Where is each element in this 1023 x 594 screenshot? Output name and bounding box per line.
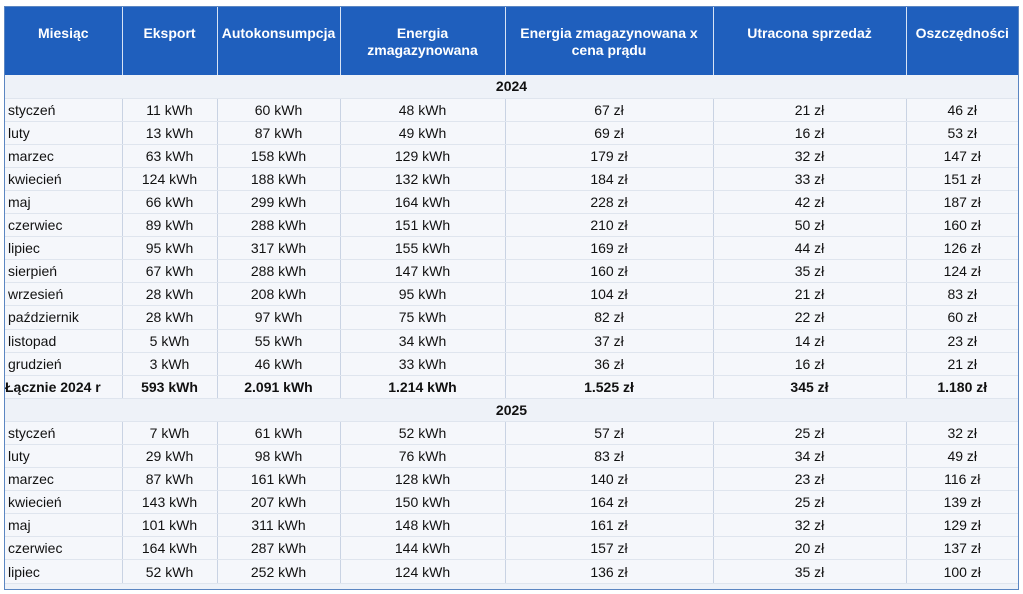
stored-energy-cell: 34 kWh [340, 329, 505, 352]
self-consumption-cell: 46 kWh [217, 352, 340, 375]
month-cell: marzec [5, 144, 122, 167]
stored-energy-value-cell: 82 zł [505, 306, 713, 329]
stored-energy-cell: 76 kWh [340, 445, 505, 468]
export-cell: 3 kWh [122, 352, 217, 375]
savings-cell: 126 zł [906, 237, 1018, 260]
self-consumption-cell: 188 kWh [217, 167, 340, 190]
stored-energy-value-cell: 157 zł [505, 537, 713, 560]
table-row [5, 560, 1018, 583]
total-export-cell: 593 kWh [122, 375, 217, 398]
stored-energy-cell: 164 kWh [340, 190, 505, 213]
lost-sales-cell: 20 zł [713, 537, 906, 560]
table-row [5, 445, 1018, 468]
stored-energy-value-cell: 57 zł [505, 421, 713, 444]
lost-sales-cell: 16 zł [713, 121, 906, 144]
self-consumption-cell: 252 kWh [217, 560, 340, 583]
month-cell: czerwiec [5, 537, 122, 560]
export-cell: 52 kWh [122, 560, 217, 583]
self-consumption-cell: 311 kWh [217, 514, 340, 537]
self-consumption-cell: 60 kWh [217, 98, 340, 121]
month-cell: lipiec [5, 560, 122, 583]
lost-sales-cell: 21 zł [713, 98, 906, 121]
month-cell: kwiecień [5, 491, 122, 514]
month-cell: październik [5, 306, 122, 329]
total-row [5, 375, 1018, 398]
stored-energy-value-cell: 179 zł [505, 144, 713, 167]
month-cell: styczeń [5, 421, 122, 444]
table-row [5, 98, 1018, 121]
month-cell: luty [5, 445, 122, 468]
month-cell: sierpień [5, 260, 122, 283]
stored-energy-cell: 52 kWh [340, 421, 505, 444]
stored-energy-cell: 155 kWh [340, 237, 505, 260]
savings-cell: 46 zł [906, 98, 1018, 121]
savings-cell: 60 zł [906, 306, 1018, 329]
self-consumption-cell: 288 kWh [217, 260, 340, 283]
stored-energy-cell: 128 kWh [340, 468, 505, 491]
savings-cell: 83 zł [906, 283, 1018, 306]
export-cell: 63 kWh [122, 144, 217, 167]
self-consumption-cell: 97 kWh [217, 306, 340, 329]
savings-cell: 32 zł [906, 421, 1018, 444]
stored-energy-value-cell: 184 zł [505, 167, 713, 190]
total-savings-cell: 1.180 zł [906, 375, 1018, 398]
table-row [5, 421, 1018, 444]
energy-table-container [4, 6, 1019, 590]
total-stored-energy-cell: 1.214 kWh [340, 375, 505, 398]
lost-sales-cell: 35 zł [713, 560, 906, 583]
stored-energy-cell: 49 kWh [340, 121, 505, 144]
export-cell: 101 kWh [122, 514, 217, 537]
table-row [5, 121, 1018, 144]
total-self-consumption-cell: 2.091 kWh [217, 375, 340, 398]
stored-energy-cell: 150 kWh [340, 491, 505, 514]
table-row [5, 491, 1018, 514]
stored-energy-value-cell: 36 zł [505, 352, 713, 375]
export-cell: 67 kWh [122, 260, 217, 283]
export-cell: 66 kWh [122, 190, 217, 213]
stored-energy-value-cell: 136 zł [505, 560, 713, 583]
export-cell: 87 kWh [122, 468, 217, 491]
year-label: 2024 [5, 75, 1018, 98]
header-row [5, 7, 1018, 75]
export-cell: 28 kWh [122, 306, 217, 329]
savings-cell: 116 zł [906, 468, 1018, 491]
stored-energy-cell: 75 kWh [340, 306, 505, 329]
export-cell: 7 kWh [122, 421, 217, 444]
savings-cell: 49 zł [906, 445, 1018, 468]
header-export: Eksport [122, 7, 217, 75]
self-consumption-cell: 287 kWh [217, 537, 340, 560]
self-consumption-cell: 55 kWh [217, 329, 340, 352]
stored-energy-cell: 144 kWh [340, 537, 505, 560]
lost-sales-cell: 32 zł [713, 144, 906, 167]
table-row [5, 260, 1018, 283]
header-lost-sales: Utracona sprzedaż [713, 7, 906, 75]
month-cell: lipiec [5, 237, 122, 260]
stored-energy-value-cell: 160 zł [505, 260, 713, 283]
export-cell: 124 kWh [122, 167, 217, 190]
total-stored-energy-value-cell: 1.525 zł [505, 375, 713, 398]
stored-energy-value-cell: 164 zł [505, 491, 713, 514]
energy-table [5, 7, 1018, 584]
savings-cell: 147 zł [906, 144, 1018, 167]
self-consumption-cell: 317 kWh [217, 237, 340, 260]
stored-energy-cell: 148 kWh [340, 514, 505, 537]
stored-energy-cell: 132 kWh [340, 167, 505, 190]
header-self-consumption: Autokonsumpcja [217, 7, 340, 75]
table-row [5, 514, 1018, 537]
header-stored-energy: Energia zmagazynowana [340, 7, 505, 75]
export-cell: 5 kWh [122, 329, 217, 352]
lost-sales-cell: 42 zł [713, 190, 906, 213]
stored-energy-value-cell: 140 zł [505, 468, 713, 491]
month-cell: kwiecień [5, 167, 122, 190]
stored-energy-cell: 124 kWh [340, 560, 505, 583]
table-row [5, 306, 1018, 329]
year-row [5, 398, 1018, 421]
savings-cell: 129 zł [906, 514, 1018, 537]
lost-sales-cell: 25 zł [713, 491, 906, 514]
lost-sales-cell: 50 zł [713, 214, 906, 237]
header-savings: Oszczędności [906, 7, 1018, 75]
self-consumption-cell: 208 kWh [217, 283, 340, 306]
month-cell: maj [5, 190, 122, 213]
stored-energy-value-cell: 83 zł [505, 445, 713, 468]
savings-cell: 151 zł [906, 167, 1018, 190]
lost-sales-cell: 22 zł [713, 306, 906, 329]
export-cell: 143 kWh [122, 491, 217, 514]
table-row [5, 352, 1018, 375]
self-consumption-cell: 161 kWh [217, 468, 340, 491]
lost-sales-cell: 44 zł [713, 237, 906, 260]
stored-energy-value-cell: 161 zł [505, 514, 713, 537]
stored-energy-value-cell: 228 zł [505, 190, 713, 213]
lost-sales-cell: 33 zł [713, 167, 906, 190]
export-cell: 164 kWh [122, 537, 217, 560]
stored-energy-value-cell: 37 zł [505, 329, 713, 352]
total-month-cell: Łącznie 2024 r [5, 375, 122, 398]
self-consumption-cell: 207 kWh [217, 491, 340, 514]
savings-cell: 100 zł [906, 560, 1018, 583]
table-row [5, 283, 1018, 306]
month-cell: listopad [5, 329, 122, 352]
stored-energy-value-cell: 169 zł [505, 237, 713, 260]
table-row [5, 468, 1018, 491]
export-cell: 13 kWh [122, 121, 217, 144]
self-consumption-cell: 158 kWh [217, 144, 340, 167]
year-row [5, 75, 1018, 98]
header-month: Miesiąc [5, 7, 122, 75]
self-consumption-cell: 98 kWh [217, 445, 340, 468]
table-row [5, 144, 1018, 167]
savings-cell: 187 zł [906, 190, 1018, 213]
lost-sales-cell: 14 zł [713, 329, 906, 352]
table-row [5, 190, 1018, 213]
stored-energy-cell: 129 kWh [340, 144, 505, 167]
header-stored-energy-value: Energia zmagazynowana x cena prądu [505, 7, 713, 75]
export-cell: 95 kWh [122, 237, 217, 260]
self-consumption-cell: 288 kWh [217, 214, 340, 237]
stored-energy-value-cell: 104 zł [505, 283, 713, 306]
stored-energy-value-cell: 69 zł [505, 121, 713, 144]
lost-sales-cell: 21 zł [713, 283, 906, 306]
stored-energy-cell: 95 kWh [340, 283, 505, 306]
stored-energy-cell: 48 kWh [340, 98, 505, 121]
month-cell: luty [5, 121, 122, 144]
export-cell: 11 kWh [122, 98, 217, 121]
lost-sales-cell: 25 zł [713, 421, 906, 444]
export-cell: 29 kWh [122, 445, 217, 468]
savings-cell: 53 zł [906, 121, 1018, 144]
lost-sales-cell: 32 zł [713, 514, 906, 537]
savings-cell: 137 zł [906, 537, 1018, 560]
month-cell: wrzesień [5, 283, 122, 306]
table-row [5, 237, 1018, 260]
stored-energy-cell: 33 kWh [340, 352, 505, 375]
stored-energy-cell: 147 kWh [340, 260, 505, 283]
lost-sales-cell: 16 zł [713, 352, 906, 375]
table-row [5, 167, 1018, 190]
self-consumption-cell: 61 kWh [217, 421, 340, 444]
month-cell: grudzień [5, 352, 122, 375]
lost-sales-cell: 35 zł [713, 260, 906, 283]
stored-energy-value-cell: 67 zł [505, 98, 713, 121]
table-row [5, 329, 1018, 352]
self-consumption-cell: 87 kWh [217, 121, 340, 144]
export-cell: 28 kWh [122, 283, 217, 306]
lost-sales-cell: 34 zł [713, 445, 906, 468]
month-cell: styczeń [5, 98, 122, 121]
table-row [5, 214, 1018, 237]
self-consumption-cell: 299 kWh [217, 190, 340, 213]
lost-sales-cell: 23 zł [713, 468, 906, 491]
savings-cell: 21 zł [906, 352, 1018, 375]
savings-cell: 124 zł [906, 260, 1018, 283]
total-lost-sales-cell: 345 zł [713, 375, 906, 398]
table-body [5, 75, 1018, 583]
table-row [5, 537, 1018, 560]
export-cell: 89 kWh [122, 214, 217, 237]
year-label: 2025 [5, 398, 1018, 421]
month-cell: marzec [5, 468, 122, 491]
stored-energy-value-cell: 210 zł [505, 214, 713, 237]
stored-energy-cell: 151 kWh [340, 214, 505, 237]
month-cell: maj [5, 514, 122, 537]
savings-cell: 23 zł [906, 329, 1018, 352]
savings-cell: 139 zł [906, 491, 1018, 514]
savings-cell: 160 zł [906, 214, 1018, 237]
month-cell: czerwiec [5, 214, 122, 237]
